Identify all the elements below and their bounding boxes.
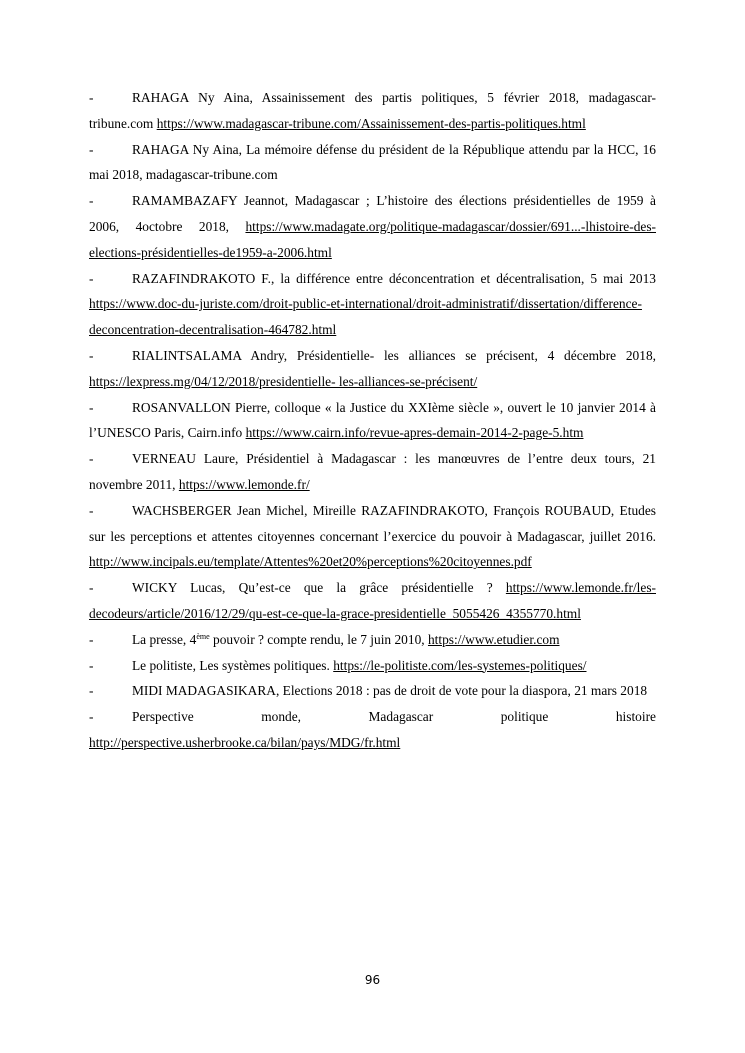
- entry-text: Le politiste, Les systèmes politiques.: [132, 657, 334, 673]
- entry-text: RAZAFINDRAKOTO F., la différence entre déconcentration et décentralisation, 5 mai 2013: [132, 270, 656, 286]
- entry-text: RAHAGA Ny Aina, Assainissement des partis politiques, 5 février 2018, madagascar-tribune.com: [89, 90, 656, 131]
- list-dash: -: [89, 399, 94, 415]
- list-dash: -: [89, 683, 94, 699]
- entry-link[interactable]: https://lexpress.mg/04/12/2018/presidentielle- les-alliances-se-précisent/: [89, 373, 478, 389]
- bibliography-entry-7: [89, 446, 656, 498]
- bibliography-entry-5: [89, 343, 656, 395]
- bibliography-entry-11: [89, 653, 656, 679]
- bibliography-entry-4: [89, 266, 656, 343]
- bibliography-entry-2: [89, 137, 656, 189]
- entry-link[interactable]: https://www.madagate.org/politique-madagascar/dossier/691...-lhistoire-des-elections-présidentielles-de1959-a-2006.html: [89, 218, 656, 260]
- list-dash: -: [89, 451, 94, 467]
- list-dash: -: [89, 709, 94, 725]
- page-number: 96: [364, 973, 381, 987]
- entry-link[interactable]: https://www.doc-du-juriste.com/droit-public-et-international/droit-administratif/dissertation/difference-deconcentration-decentralisation-464782.html: [89, 296, 642, 338]
- bibliography-entry-12: [89, 678, 656, 704]
- bibliography-entry-1: [89, 85, 656, 137]
- list-dash: -: [89, 347, 94, 363]
- list-dash: -: [89, 580, 94, 596]
- list-dash: -: [89, 193, 94, 209]
- entry-link[interactable]: https://www.lemonde.fr/: [178, 476, 310, 492]
- entry-link[interactable]: https://www.lemonde.fr/les-decodeurs/article/2016/12/29/qu-est-ce-que-la-grace-presidentielle_5055426_4355770.html: [89, 580, 656, 621]
- entry-link[interactable]: https://www.madagascar-tribune.com/Assainissement-des-partis-politiques.html: [156, 115, 586, 131]
- entry-text: ROSANVALLON Pierre, colloque « la Justice du XXIème siècle », ouvert le 10 janvier 2014 à l’UNESCO Paris, Cairn.info: [89, 399, 656, 441]
- entry-text-continued: pouvoir ? compte rendu, le 7 juin 2010,: [209, 631, 428, 647]
- bibliography-entry-13: [89, 704, 656, 756]
- entry-link[interactable]: http://www.incipals.eu/template/Attentes%20et20%perceptions%20citoyennes.pdf: [89, 554, 532, 570]
- list-dash: -: [89, 502, 94, 518]
- list-dash: -: [89, 270, 94, 286]
- entry-link[interactable]: https://le-politiste.com/les-systemes-politiques/: [333, 657, 587, 673]
- list-dash: -: [89, 141, 94, 157]
- entry-text: Perspective monde, Madagascar politique histoire: [132, 709, 656, 725]
- entry-text: WACHSBERGER Jean Michel, Mireille RAZAFINDRAKOTO, François ROUBAUD, Etudes sur les perceptions et attentes citoyennes concernant l’exercice du pouvoir à Madagascar, juillet 2016.: [89, 502, 656, 544]
- bibliography-list: [89, 85, 656, 756]
- bibliography-entry-6: [89, 395, 656, 447]
- bibliography-entry-3: [89, 188, 656, 265]
- bibliography-entry-10: [89, 627, 656, 653]
- list-dash: -: [89, 631, 94, 647]
- bibliography-entry-8: [89, 498, 656, 575]
- list-dash: -: [89, 657, 94, 673]
- entry-link[interactable]: http://perspective.usherbrooke.ca/bilan/pays/MDG/fr.html: [89, 734, 401, 750]
- entry-link[interactable]: https://www.cairn.info/revue-apres-demain-2014-2-page-5.htm: [245, 425, 584, 441]
- entry-text: RAMAMBAZAFY Jeannot, Madagascar ; L’histoire des élections présidentielles de 1959 à 2006, 4octobre 2018,: [89, 193, 656, 234]
- entry-text: RAHAGA Ny Aina, La mémoire défense du président de la République attendu par la HCC, 16 mai 2018, madagascar-tribune.com: [89, 141, 656, 183]
- entry-text: MIDI MADAGASIKARA, Elections 2018 : pas de droit de vote pour la diaspora, 21 mars 2018: [132, 683, 648, 699]
- list-dash: -: [89, 90, 94, 105]
- entry-text: La presse, 4: [132, 631, 197, 647]
- entry-text: RIALINTSALAMA Andry, Présidentielle- les alliances se précisent, 4 décembre 2018,: [132, 347, 656, 363]
- superscript: ème: [196, 631, 210, 641]
- entry-text: WICKY Lucas, Qu’est-ce que la grâce présidentielle ?: [132, 580, 506, 596]
- bibliography-entry-9: [89, 575, 656, 627]
- entry-link[interactable]: https://www.etudier.com: [427, 631, 560, 647]
- entry-text: VERNEAU Laure, Présidentiel à Madagascar : les manœuvres de l’entre deux tours, 21 novembre 2011,: [89, 451, 656, 492]
